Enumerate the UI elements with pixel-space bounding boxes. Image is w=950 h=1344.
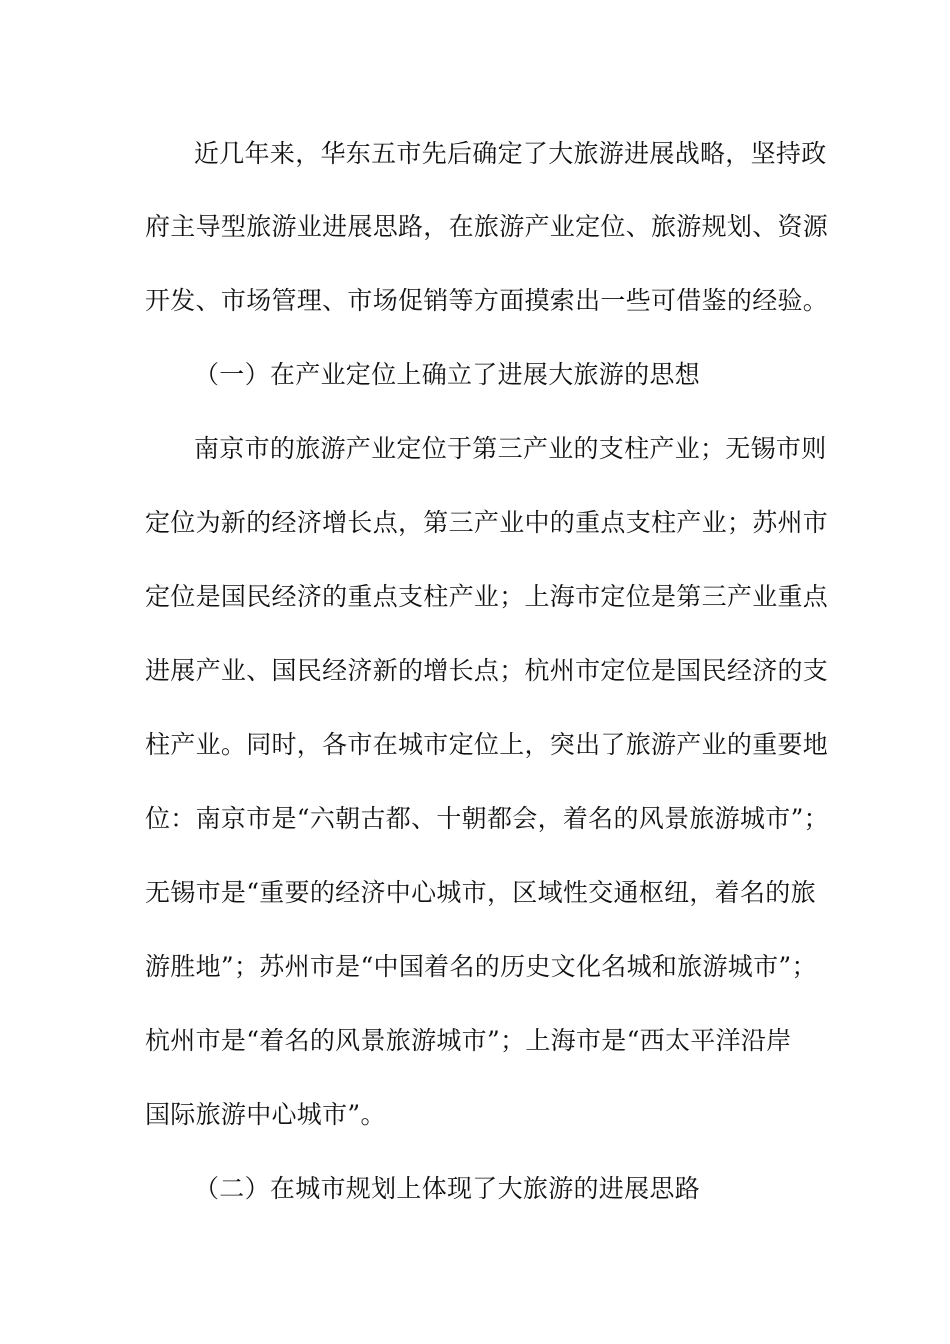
paragraph-2-line-5: 柱产业。同时，各市在城市定位上，突出了旅游产业的重要地 <box>145 730 829 759</box>
paragraph-2-line-10: 国际旅游中心城市”。 <box>145 1100 386 1129</box>
paragraph-2-line-7: 无锡市是“重要的经济中心城市，区域性交通枢纽，着名的旅 <box>145 878 816 907</box>
paragraph-2-line-4: 进展产业、国民经济新的增长点；杭州市定位是国民经济的支 <box>145 656 829 685</box>
section-heading-1: （一）在产业定位上确立了进展大旅游的思想 <box>194 360 701 389</box>
paragraph-2-line-3: 定位是国民经济的重点支柱产业；上海市定位是第三产业重点 <box>145 582 829 611</box>
section-heading-2: （二）在城市规划上体现了大旅游的进展思路 <box>194 1174 701 1203</box>
paragraph-2-line-2: 定位为新的经济增长点，第三产业中的重点支柱产业；苏州市 <box>145 508 829 537</box>
paragraph-1-line-3: 开发、市场管理、市场促销等方面摸索出一些可借鉴的经验。 <box>145 286 829 315</box>
paragraph-2-line-1: 南京市的旅游产业定位于第三产业的支柱产业；无锡市则 <box>194 434 827 463</box>
paragraph-2-line-8: 游胜地”；苏州市是“中国着名的历史文化名城和旅游城市”； <box>145 952 817 981</box>
paragraph-1-line-1: 近几年来，华东五市先后确定了大旅游进展战略，坚持政 <box>194 139 827 168</box>
paragraph-2-line-6: 位：南京市是“六朝古都、十朝都会，着名的风景旅游城市”； <box>145 804 829 833</box>
paragraph-1-line-2: 府主导型旅游业进展思路，在旅游产业定位、旅游规划、资源 <box>145 212 829 241</box>
paragraph-2-line-9: 杭州市是“着名的风景旅游城市”；上海市是“西太平洋沿岸 <box>145 1026 792 1055</box>
